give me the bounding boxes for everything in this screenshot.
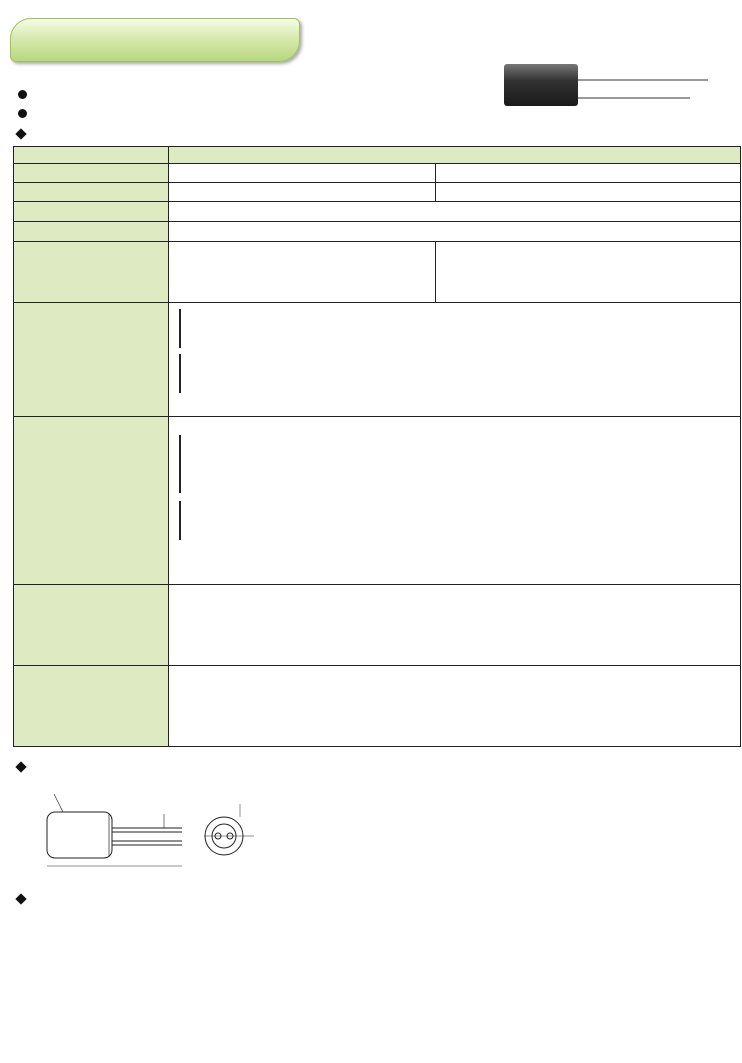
tolerance-label: [14, 222, 169, 242]
lowtemp-intro: [179, 417, 740, 435]
lowtemp-table-high: [179, 501, 181, 540]
lowtemp-note2: [179, 560, 740, 580]
tolerance-value: [169, 222, 741, 242]
leakage-a: [169, 242, 436, 303]
bullet-1: [18, 88, 35, 103]
voltage-b: [436, 183, 741, 202]
voltage-label: [14, 183, 169, 202]
op-temp-a: [169, 164, 436, 183]
ripple-section-title: [14, 892, 32, 907]
op-temp-label: [14, 164, 169, 183]
spec-table: [13, 146, 741, 747]
case-section-title: [14, 760, 32, 775]
capacitance-label: [14, 202, 169, 222]
dissipation-note: [179, 393, 740, 411]
lowtemp-cell: [169, 417, 741, 585]
case-diagram: [14, 780, 314, 890]
capacitance-value: [169, 202, 741, 222]
col-performance: [169, 147, 741, 164]
dissipation-label: [14, 303, 169, 417]
hightemp-label: [14, 585, 169, 666]
dissipation-table-high: [179, 354, 181, 393]
op-temp-b: [436, 164, 741, 183]
series-banner: [10, 18, 300, 62]
lowtemp-label: [14, 417, 169, 585]
lowtemp-table-low: [179, 435, 181, 493]
hightemp-cell: [169, 585, 741, 666]
dissipation-table-low: [179, 309, 181, 348]
col-item: [14, 147, 169, 164]
bullet-2: [18, 107, 35, 122]
voltage-a: [169, 183, 436, 202]
spec-section-title: [14, 127, 32, 142]
capacitor-image: [504, 64, 578, 106]
shelf-label: [14, 666, 169, 747]
leakage-b: [436, 242, 741, 303]
dissipation-cell: [169, 303, 741, 417]
shelf-cell: [169, 666, 741, 747]
leakage-label: [14, 242, 169, 303]
lowtemp-note1: [179, 540, 740, 560]
